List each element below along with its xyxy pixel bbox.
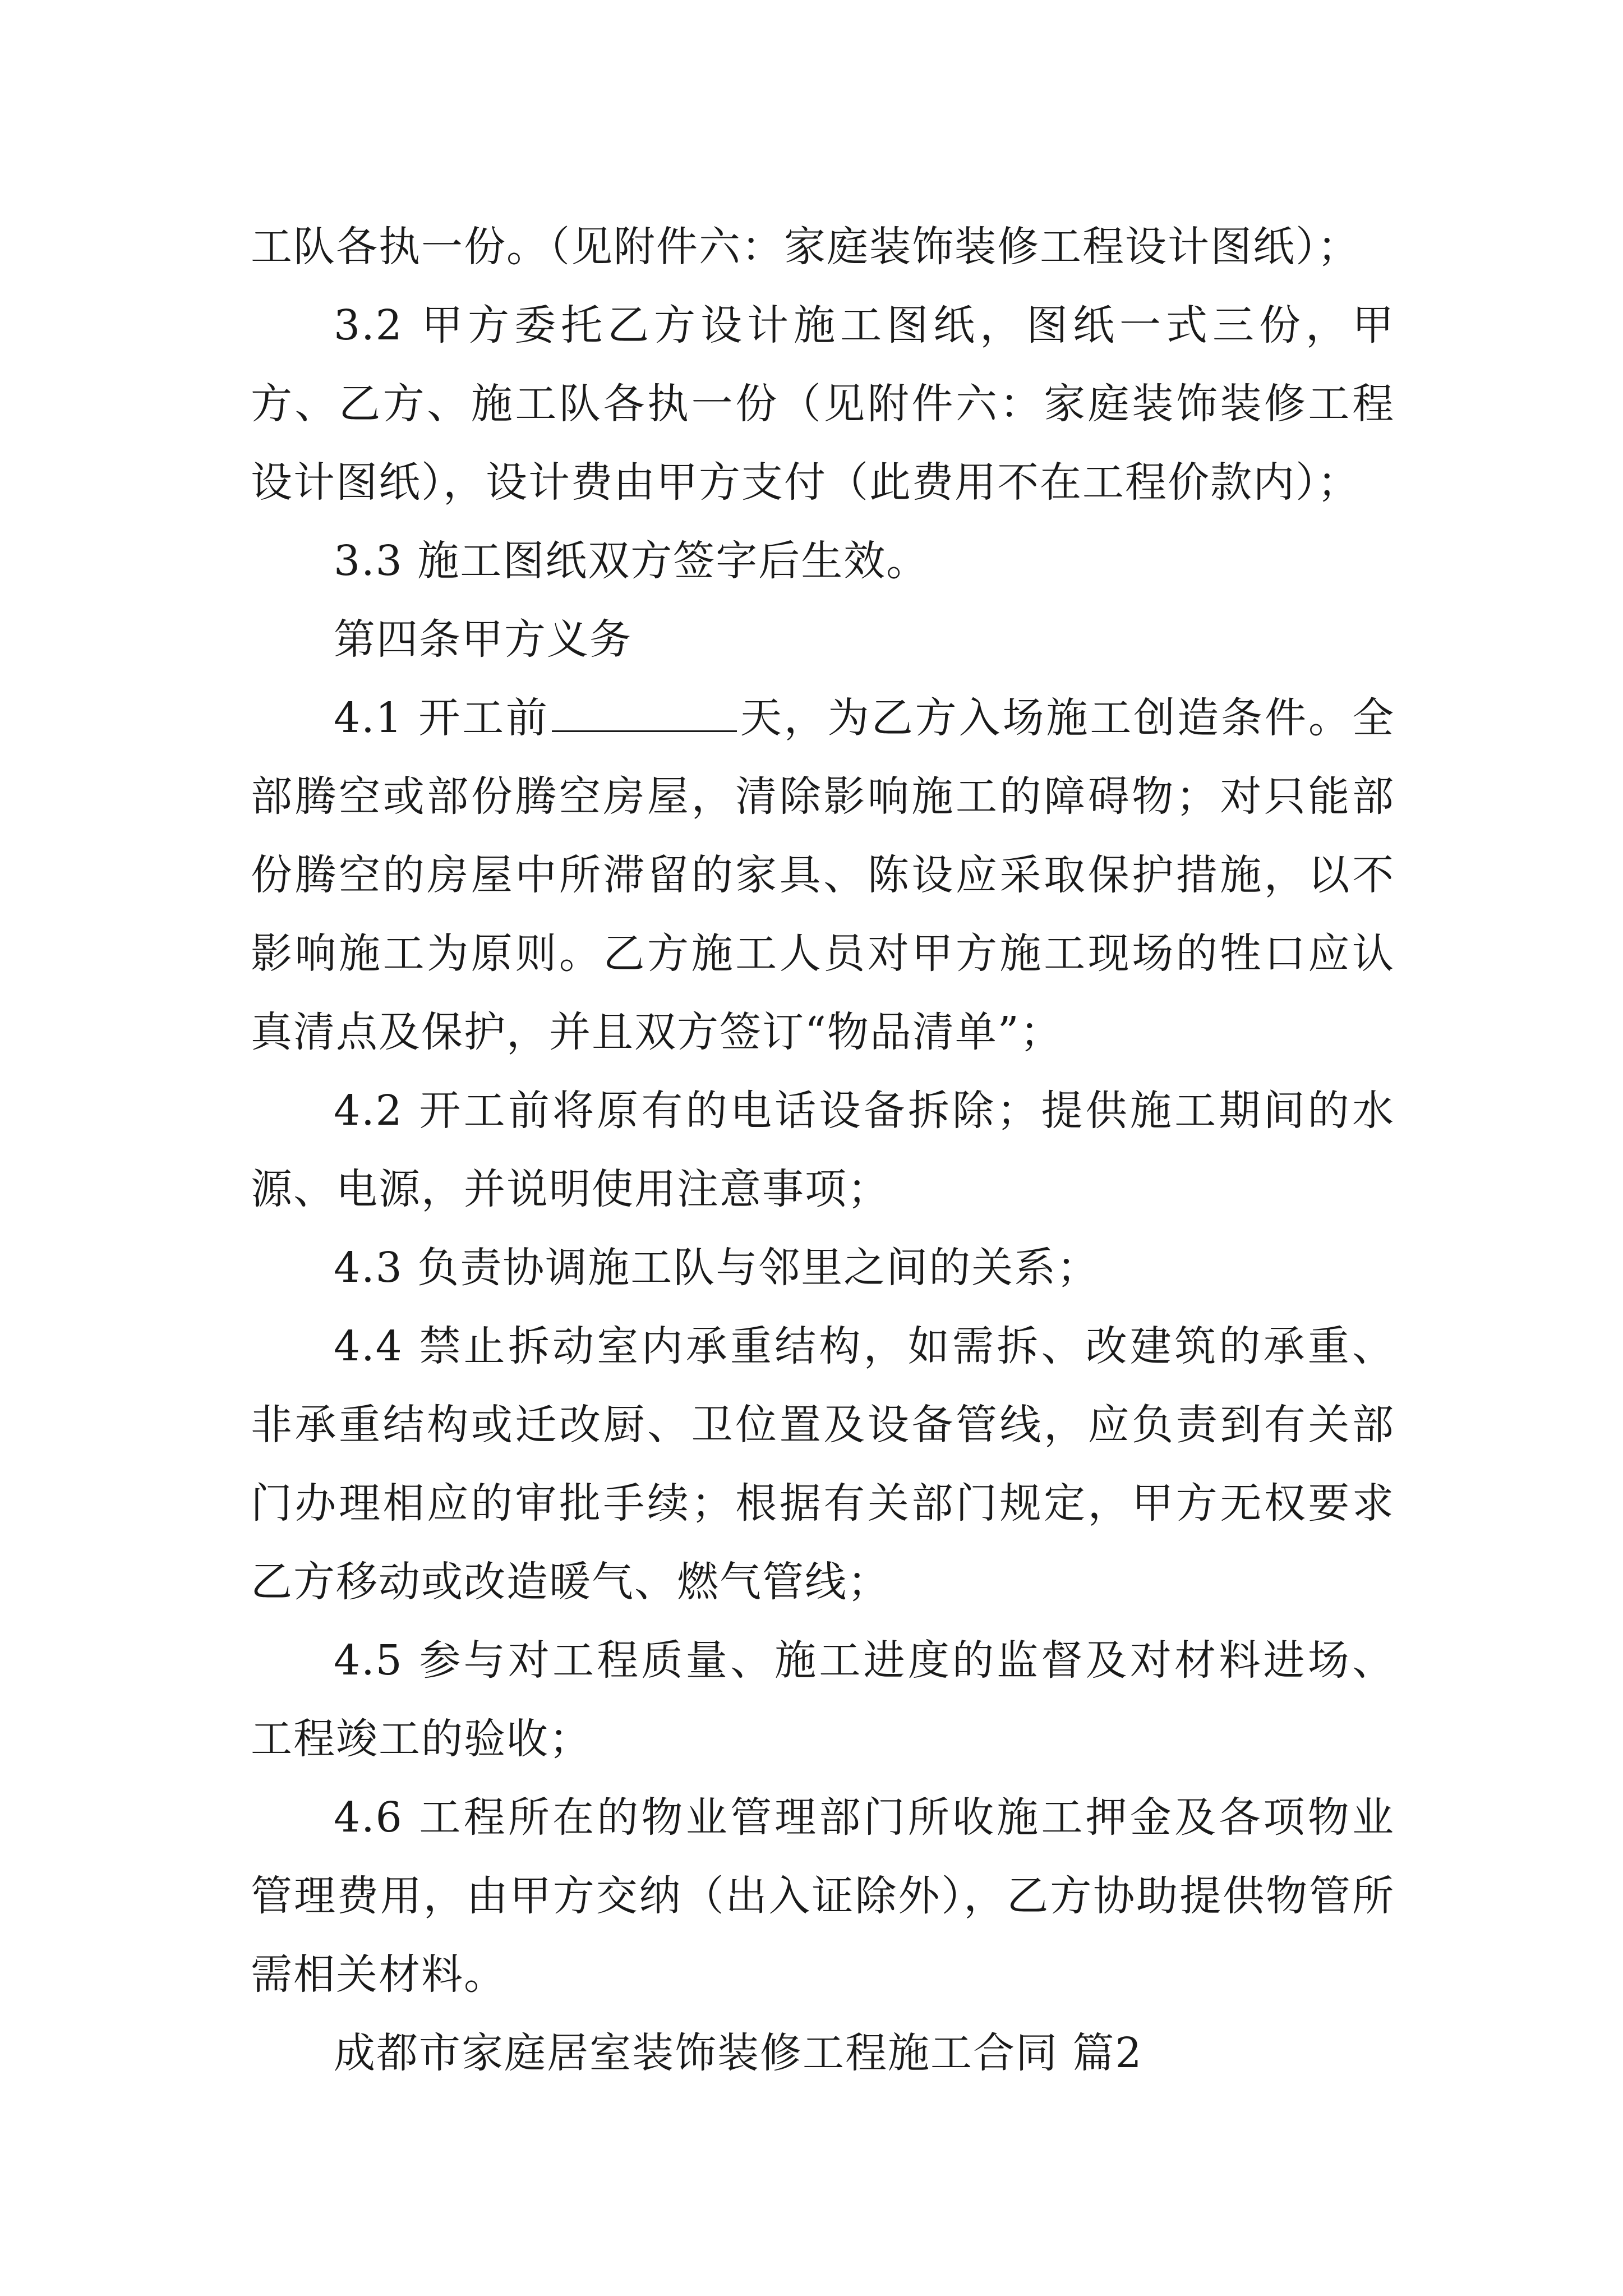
clause-4-3: 4.3 负责协调施工队与邻里之间的关系； bbox=[334, 1244, 1100, 1292]
paragraph-continuation: 工队各执一份。（见附件六：家庭装饰装修工程设计图纸）； bbox=[251, 223, 1360, 271]
clause-4-2: 4.2 开工前将原有的电话设备拆除；提供施工期间的水源、电源，并说明使用注意事项； bbox=[251, 1087, 1395, 1213]
section-title: 成都市家庭居室装饰装修工程施工合同 篇2 bbox=[334, 2029, 1143, 2077]
document-body bbox=[251, 208, 1395, 2092]
clause-4-1-start: 4.1 开工前 bbox=[334, 694, 550, 742]
clause-4-1-rest: 天，为乙方入场施工创造条件。全部腾空或部份腾空房屋，清除影响施工的障碍物；对只能部份腾空的房屋中所滞留的家具、陈设应采取保护措施，以不影响施工为原则。乙方施工人员对甲方施工现场的牲口应认真清点及保护，并且双方签订“物品清单”； bbox=[251, 694, 1395, 1056]
clause-4-4: 4.4 禁止拆动室内承重结构，如需拆、改建筑的承重、非承重结构或迁改厨、卫位置及设备管线，应负责到有关部门办理相应的审批手续；根据有关部门规定，甲方无权要求乙方移动或改造暖气、燃气管线； bbox=[251, 1322, 1395, 1606]
clause-4-6: 4.6 工程所在的物业管理部门所收施工押金及各项物业管理费用，由甲方交纳（出入证除外），乙方协助提供物管所需相关材料。 bbox=[251, 1793, 1395, 1999]
clause-3-2: 3.2 甲方委托乙方设计施工图纸，图纸一式三份，甲方、乙方、施工队各执一份（见附件六：家庭装饰装修工程设计图纸），设计费由甲方支付（此费用不在工程价款内）； bbox=[251, 301, 1395, 507]
clause-3-3: 3.3 施工图纸双方签字后生效。 bbox=[334, 537, 929, 585]
fill-in-blank bbox=[552, 691, 737, 732]
clause-4-1 bbox=[251, 679, 1395, 1071]
article-4-heading: 第四条甲方义务 bbox=[334, 615, 632, 664]
clause-4-5: 4.5 参与对工程质量、施工进度的监督及对材料进场、工程竣工的验收； bbox=[251, 1636, 1395, 1763]
